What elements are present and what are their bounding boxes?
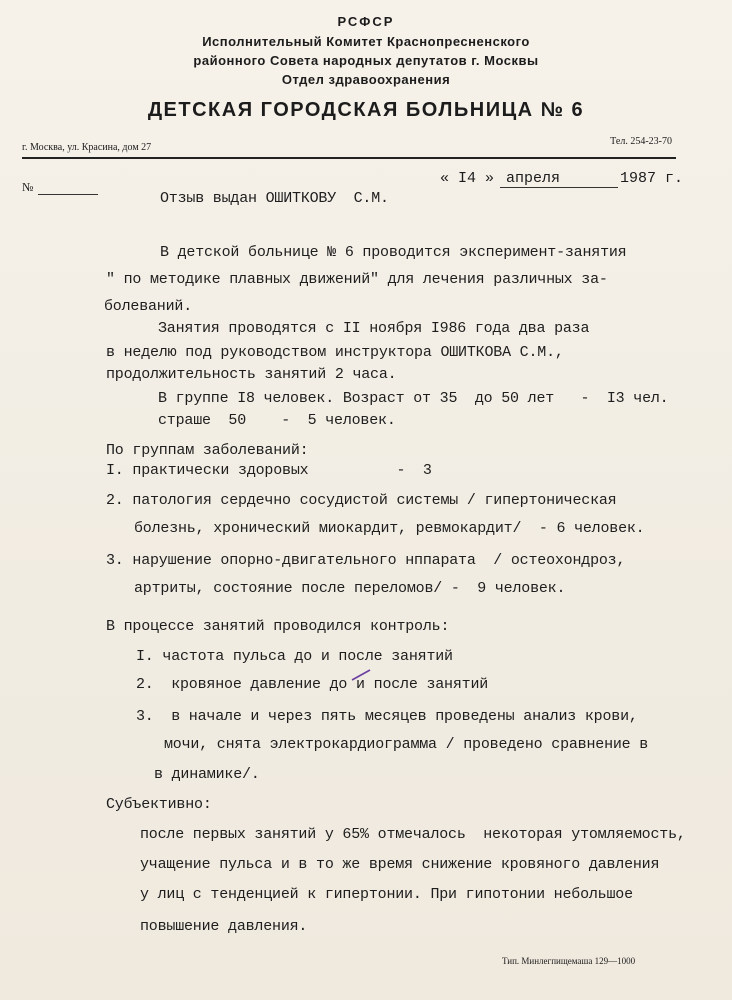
control-heading: В процессе занятий проводился контроль:	[106, 618, 450, 635]
letterhead-line-2: районного Совета народных депутатов г. Москвы	[193, 53, 539, 68]
group-item-3-line-1: 3. нарушение опорно-двигательного нппарата / остеохондроз,	[106, 552, 626, 569]
letterhead-phone: Тел. 254-23-70	[610, 136, 672, 147]
hospital-title: ДЕТСКАЯ ГОРОДСКАЯ БОЛЬНИЦА № 6	[147, 99, 585, 121]
letterhead-line-3: Отдел здравоохранения	[281, 72, 451, 87]
subjective-line-3: у лиц с тенденцией к гипертонии. При гипотонии небольшое	[140, 886, 633, 903]
issued-to-line: Отзыв выдан ОШИТКОВУ С.М.	[160, 190, 389, 207]
letterhead-country: РСФСР	[337, 14, 395, 29]
paragraph-3-line-2: страше 50 - 5 человек.	[158, 412, 396, 429]
subjective-line-2: учащение пульса и в то же время снижение кровяного давления	[140, 856, 660, 873]
date-month: апреля	[506, 170, 561, 187]
group-item-2-line-2: болезнь, хронический миокардит, ревмокардит/ - 6 человек.	[134, 520, 645, 537]
paragraph-1-line-3: болеваний.	[104, 298, 193, 315]
document-number-label: №	[22, 180, 34, 194]
document-number-line	[38, 194, 98, 195]
group-item-1: I. практически здоровых - 3	[106, 462, 432, 479]
letterhead-line-1: Исполнительный Комитет Краснопресненского	[202, 34, 530, 49]
control-item-3-line-2: мочи, снята электрокардиограмма / проведено сравнение в	[164, 736, 649, 753]
subjective-line-1: после первых занятий у 65% отмечалось некоторая утомляемость,	[140, 826, 686, 843]
paragraph-1-line-1: В детской больнице № 6 проводится эксперимент-занятия	[160, 244, 627, 261]
printer-imprint: Тип. Минлегпищемаша 129—1000	[502, 956, 636, 966]
subjective-line-4: повышение давления.	[140, 918, 308, 935]
paragraph-3-line-1: В группе I8 человек. Возраст от 35 до 50 лет - I3 чел.	[158, 390, 669, 407]
letterhead-address: г. Москва, ул. Красина, дом 27	[22, 142, 152, 153]
letterhead-divider	[22, 157, 676, 159]
subjective-heading: Субъективно:	[106, 796, 212, 813]
paragraph-1-line-2: " по методике плавных движений" для лечения различных за-	[106, 271, 608, 288]
control-item-3-line-1: 3. в начале и через пять месяцев проведены анализ крови,	[136, 708, 638, 725]
group-item-3-line-2: артриты, состояние после переломов/ - 9 человек.	[134, 580, 566, 597]
paragraph-2-line-3: продолжительность занятий 2 часа.	[106, 366, 397, 383]
control-item-2: 2. кровяное давление до и после занятий	[136, 676, 489, 693]
control-item-1: I. частота пульса до и после занятий	[136, 648, 453, 665]
paragraph-2-line-1: Занятия проводятся с II ноября I986 года два раза	[158, 320, 590, 337]
date-underline	[500, 187, 618, 188]
group-item-2-line-1: 2. патология сердечно сосудистой системы / гипертоническая	[106, 492, 617, 509]
date-year: 1987 г.	[620, 170, 684, 187]
pen-stroke-mark	[350, 668, 372, 682]
groups-heading: По группам заболеваний:	[106, 442, 309, 459]
date-day: « I4 »	[440, 170, 495, 187]
paragraph-2-line-2: в неделю под руководством инструктора ОШИТКОВА С.М.,	[106, 344, 564, 361]
control-item-3-line-3: в динамике/.	[154, 766, 260, 783]
